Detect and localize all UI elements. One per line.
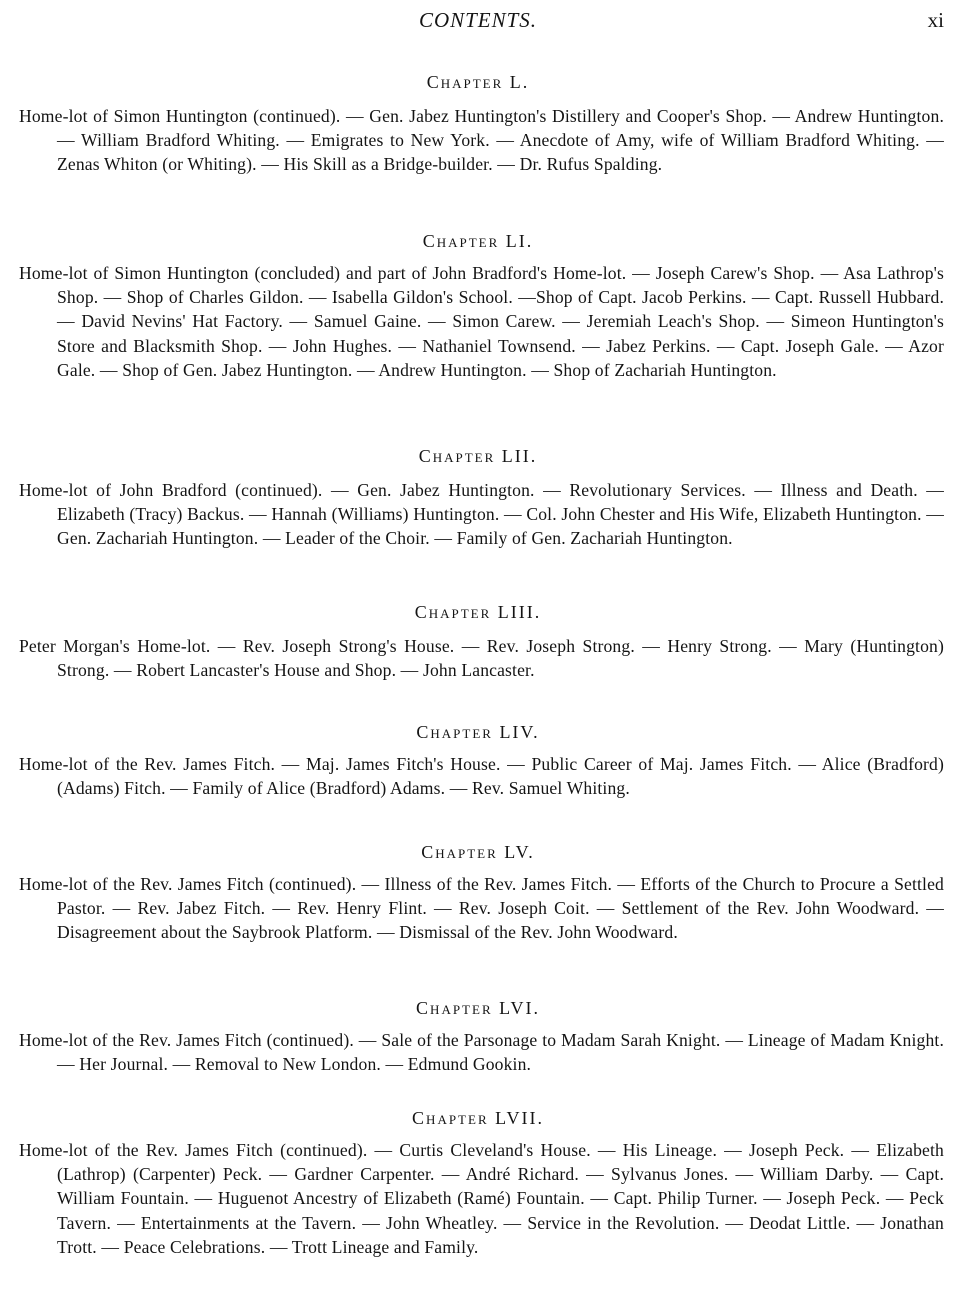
chapter-heading: Chapter LIV. xyxy=(416,722,540,742)
chapter-entry-liv xyxy=(0,720,956,800)
chapter-summary: Home-lot of the Rev. James Fitch. — Maj. James Fitch's House. — Public Career of Maj. James Fitch. — Alice (Bradford) (Adams) Fitch. — Family of Alice (Bradford) Adams. — Rev. Samuel Whiting. xyxy=(19,754,944,799)
chapter-summary: Home-lot of John Bradford (continued). — Gen. Jabez Huntington. — Revolutionary Services. — Illness and Death. — Elizabeth (Tracy) Backus. — Hannah (Williams) Huntington. — Col. John Chester and His Wife, Elizabeth Huntington. — Gen. Zachariah Huntington. — Leader of the Choir. — Family of Gen. Zachariah Huntington. xyxy=(19,480,944,549)
chapter-summary: Home-lot of the Rev. James Fitch (continued). — Sale of the Parsonage to Madam Sarah Knight. — Lineage of Madam Knight. — Her Journal. — Removal to New London. — Edmund Gookin. xyxy=(19,1030,944,1075)
chapter-heading: Chapter LIII. xyxy=(414,602,542,622)
chapter-entry-lii xyxy=(0,444,956,551)
chapter-entry-liii xyxy=(0,600,956,682)
running-head xyxy=(0,8,956,38)
chapter-heading: Chapter LVI. xyxy=(416,998,540,1018)
chapter-entry-lvii xyxy=(0,1106,956,1259)
chapter-heading: Chapter LII. xyxy=(418,446,538,466)
chapter-summary: Home-lot of the Rev. James Fitch (continued). — Illness of the Rev. James Fitch. — Efforts of the Church to Procure a Settled Pastor. — Rev. Jabez Fitch. — Rev. Henry Flint. — Rev. Joseph Coit. — Settlement of the Rev. John Woodward. — Disagreement about the Saybrook Platform. — Dismissal of the Rev. John Woodward. xyxy=(19,874,944,943)
page-title: CONTENTS. xyxy=(418,8,538,32)
chapter-summary: Home-lot of Simon Huntington (continued). — Gen. Jabez Huntington's Distillery and Cooper's Shop. — Andrew Huntington. — William Bradford Whiting. — Emigrates to New York. — Anecdote of Amy, wife of William Bradford Whiting. — Zenas Whiton (or Whiting). — His Skill as a Bridge-builder. — Dr. Rufus Spalding. xyxy=(19,106,944,175)
chapter-entry-lv xyxy=(0,840,956,945)
chapter-heading: Chapter LI. xyxy=(422,231,534,251)
chapter-summary: Peter Morgan's Home-lot. — Rev. Joseph Strong's House. — Rev. Joseph Strong. — Henry Strong. — Mary (Huntington) Strong. — Robert Lancaster's House and Shop. — John Lancaster. xyxy=(19,636,944,681)
chapter-heading: Chapter LV. xyxy=(421,842,535,862)
chapter-entry-li xyxy=(0,229,956,382)
chapter-heading: Chapter L. xyxy=(426,72,530,92)
chapter-entry-lvi xyxy=(0,996,956,1076)
chapter-heading: Chapter LVII. xyxy=(412,1108,544,1128)
chapter-entry-l xyxy=(0,70,956,177)
page-number: xi xyxy=(927,8,944,32)
chapter-summary: Home-lot of Simon Huntington (concluded) and part of John Bradford's Home-lot. — Joseph Carew's Shop. — Asa Lathrop's Shop. — Shop of Charles Gildon. — Isabella Gildon's School. —Shop of Capt. Jacob Perkins. — Capt. Russell Hubbard. — David Nevins' Hat Factory. — Samuel Gaine. — Simon Carew. — Jeremiah Leach's Shop. — Simeon Huntington's Store and Blacksmith Shop. — John Hughes. — Nathaniel Townsend. — Jabez Perkins. — Capt. Joseph Gale. — Azor Gale. — Shop of Gen. Jabez Huntington. — Andrew Huntington. — Shop of Zachariah Huntington. xyxy=(19,263,944,380)
chapter-summary: Home-lot of the Rev. James Fitch (continued). — Curtis Cleveland's House. — His Lineage. — Joseph Peck. — Elizabeth (Lathrop) (Carpenter) Peck. — Gardner Carpenter. — André Richard. — Sylvanus Jones. — William Darby. — Capt. William Fountain. — Huguenot Ancestry of Elizabeth (Ramé) Fountain. — Capt. Philip Turner. — Joseph Peck. — Peck Tavern. — Entertainments at the Tavern. — John Wheatley. — Service in the Revolution. — Deodat Little. — Jonathan Trott. — Peace Celebrations. — Trott Lineage and Family. xyxy=(19,1140,944,1257)
